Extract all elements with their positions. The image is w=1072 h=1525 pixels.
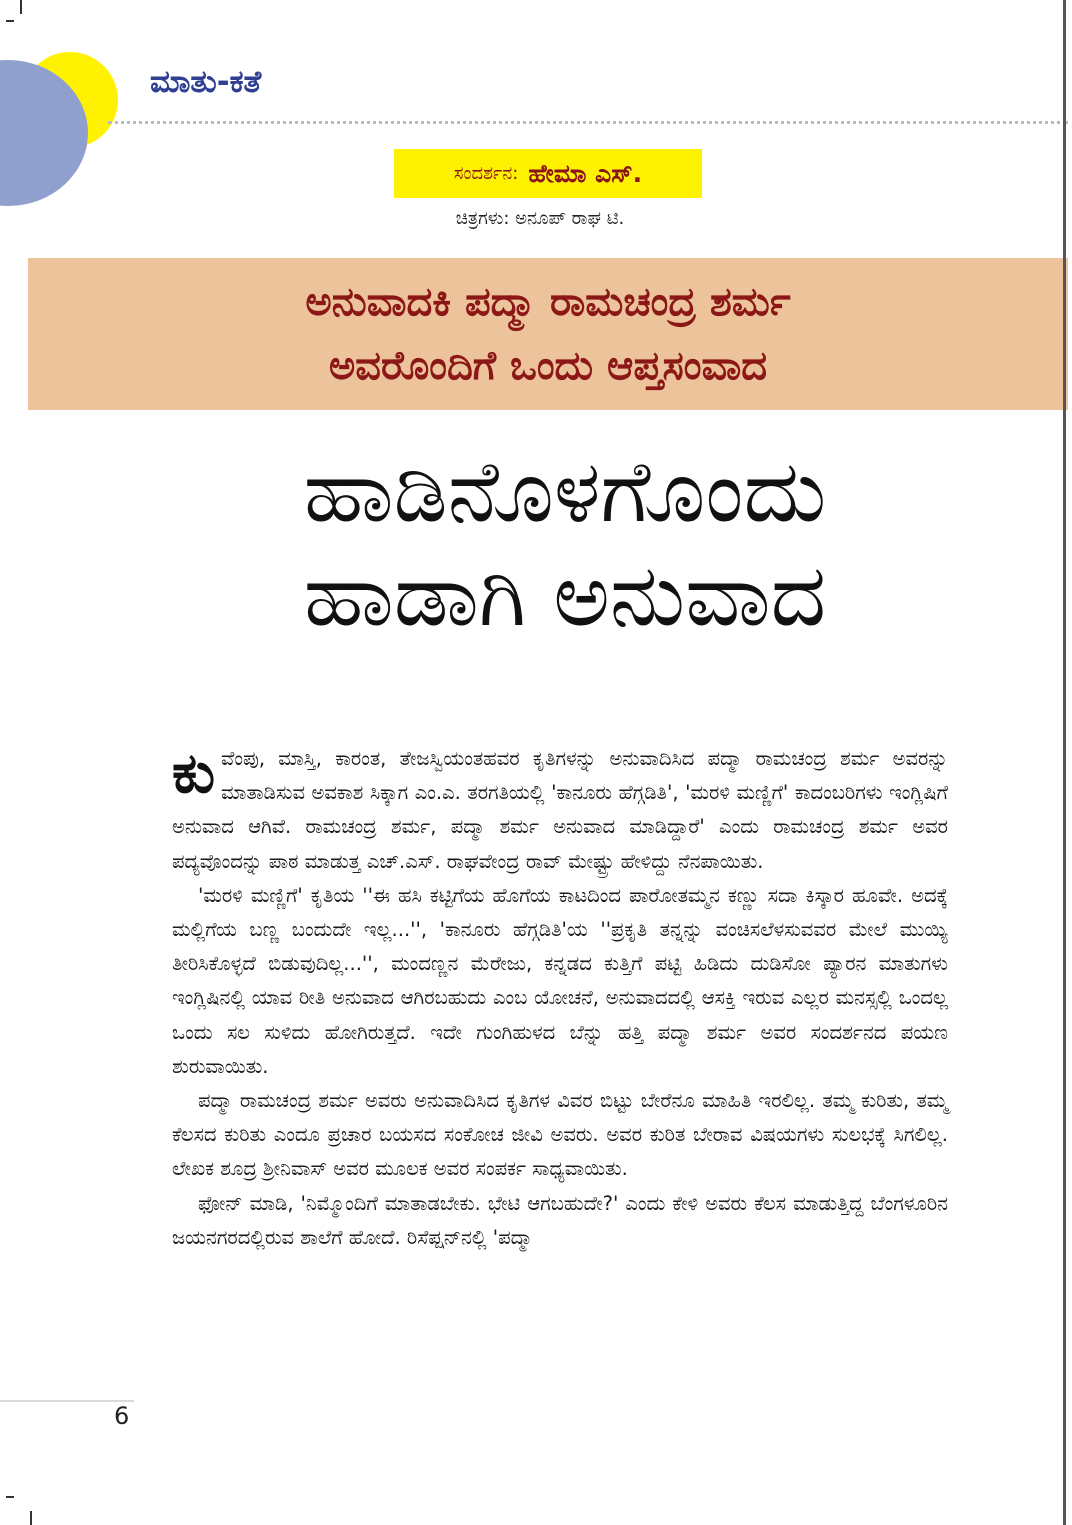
photo-credit: ಚಿತ್ರಗಳು: ಅನೂಪ್ ರಾಘ ಟಿ. — [455, 208, 625, 229]
subtitle-band — [28, 258, 1068, 410]
header-divider — [108, 121, 1068, 124]
page-edge-rule — [1063, 0, 1066, 1525]
article-paragraph-3: ಪದ್ಮಾ ರಾಮಚಂದ್ರ ಶರ್ಮ ಅವರು ಅನುವಾದಿಸಿದ ಕೃತಿಗಳ ವಿವರ ಬಿಟ್ಟು ಬೇರೆನೂ ಮಾಹಿತಿ ಇರಲಿಲ್ಲ. ತಮ್ಮ ಕುರಿತು, ತಮ್ಮ ಕೆಲಸದ ಕುರಿತು ಎಂದೂ ಪ್ರಚಾರ ಬಯಸದ ಸಂಕೋಚ ಜೀವಿ ಅವರು. ಅವರ ಕುರಿತ ಬೇರಾವ ವಿಷಯಗಳು ಸುಲಭಕ್ಕೆ ಸಿಗಲಿಲ್ಲ. ಲೇಖಕ ಶೂದ್ರ ಶ್ರೀನಿವಾಸ್ ಅವರ ಮೂಲಕ ಅವರ ಸಂಪರ್ಕ ಸಾಧ್ಯವಾಯಿತು. — [172, 1089, 948, 1181]
interview-byline — [394, 149, 702, 198]
section-label: ಮಾತು-ಕತೆ — [150, 64, 262, 100]
interview-label: ಸಂದರ್ಶನ: — [453, 163, 519, 184]
article-paragraph-2: 'ಮರಳಿ ಮಣ್ಣಿಗೆ' ಕೃತಿಯ ''ಈ ಹಸಿ ಕಟ್ಟಿಗೆಯ ಹೊಗೆಯ ಕಾಟದಿಂದ ಪಾರೋತಮ್ಮನ ಕಣ್ಣು ಸದಾ ಕಿಸ್ಕಾರ ಹೂವೇ. ಅದಕ್ಕೆ ಮಲ್ಲಿಗೆಯ ಬಣ್ಣ ಬಂದುದೇ ಇಲ್ಲ...'', 'ಕಾನೂರು ಹೆಗ್ಗಡಿತಿ'ಯ ''ಪ್ರಕೃತಿ ತನ್ನನ್ನು ವಂಚಿಸಲೆಳಸುವವರ ಮೇಲೆ ಮುಯ್ಯಿ ತೀರಿಸಿಕೊಳ್ಳದೆ ಬಿಡುವುದಿಲ್ಲ...'', ಮಂದಣ್ಣನ ಮೆರೇಜು, ಕನ್ನಡದ ಕುತ್ತಿಗೆ ಪಟ್ಟಿ ಹಿಡಿದು ದುಡಿಸೋ ಪ್ಯಾರನ ಮಾತುಗಳು ಇಂಗ್ಲಿಷಿನಲ್ಲಿ ಯಾವ ರೀತಿ ಅನುವಾದ ಆಗಿರಬಹುದು ಎಂಬ ಯೋಚನೆ, ಅನುವಾದದಲ್ಲಿ ಆಸಕ್ತಿ ಇರುವ ಎಲ್ಲರ ಮನಸ್ಸಲ್ಲಿ ಒಂದಲ್ಲ ಒಂದು ಸಲ ಸುಳಿದು ಹೋಗಿರುತ್ತದೆ. ಇದೇ ಗುಂಗಿಹುಳದ ಬೆನ್ನು ಹತ್ತಿ ಪದ್ಮಾ ಶರ್ಮ ಅವರ ಸಂದರ್ಶನದ ಪಯಣ ಶುರುವಾಯಿತು. — [172, 883, 948, 1078]
interviewer-name: ಹೇಮಾ ಎಸ್. — [528, 158, 643, 188]
crop-mark-left-bottom — [6, 1496, 14, 1498]
crop-mark-top — [20, 0, 22, 14]
article-paragraph-1 — [172, 742, 948, 879]
article-paragraph-4: ಫೋನ್ ಮಾಡಿ, 'ನಿಮ್ಮೊಂದಿಗೆ ಮಾತಾಡಬೇಕು. ಭೇಟಿ ಆಗಬಹುದೇ?' ಎಂದು ಕೇಳಿ ಅವರು ಕೆಲಸ ಮಾಡುತ್ತಿದ್ದ ಬೆಂಗಳೂರಿನ ಜಯನಗರದಲ್ಲಿರುವ ಶಾಲೆಗೆ ಹೋದೆ. ರಿಸೆಪ್ಷನ್‌ನಲ್ಲಿ 'ಪದ್ಮಾ — [172, 1191, 948, 1249]
crop-mark-bottom — [30, 1511, 32, 1525]
headline-line-2: ಹಾಡಾಗಿ ಅನುವಾದ — [303, 546, 827, 646]
article-headline — [140, 440, 990, 648]
headline-line-1: ಹಾಡಿನೊಳಗೊಂದು — [303, 442, 827, 542]
crop-mark-left-top — [6, 20, 14, 22]
page-number: 6 — [114, 1402, 130, 1430]
drop-cap: ಕು — [172, 741, 216, 806]
subtitle-line-1: ಅನುವಾದಕಿ ಪದ್ಮಾ ರಾಮಚಂದ್ರ ಶರ್ಮ — [305, 279, 791, 325]
article-body — [172, 742, 948, 1255]
subtitle-line-2: ಅವರೊಂದಿಗೆ ಒಂದು ಆಪ್ತಸಂವಾದ — [328, 343, 768, 389]
paragraph-1-text: ವೆಂಪು, ಮಾಸ್ತಿ, ಕಾರಂತ, ತೇಜಸ್ವಿಯಂತಹವರ ಕೃತಿಗಳನ್ನು ಅನುವಾದಿಸಿದ ಪದ್ಮಾ ರಾಮಚಂದ್ರ ಶರ್ಮ ಅವರನ್ನು ಮಾತಾಡಿಸುವ ಅವಕಾಶ ಸಿಕ್ಕಾಗ ಎಂ.ಎ. ತರಗತಿಯಲ್ಲಿ 'ಕಾನೂರು ಹೆಗ್ಗಡಿತಿ', 'ಮರಳಿ ಮಣ್ಣಿಗೆ' ಕಾದಂಬರಿಗಳು ಇಂಗ್ಲಿಷಿಗೆ ಅನುವಾದ ಆಗಿವೆ. ರಾಮಚಂದ್ರ ಶರ್ಮ, ಪದ್ಮಾ ಶರ್ಮ ಅನುವಾದ ಮಾಡಿದ್ದಾರೆ' ಎಂದು ರಾಮಚಂದ್ರ ಶರ್ಮ ಅವರ ಪದ್ಯವೊಂದನ್ನು ಪಾಠ ಮಾಡುತ್ತ ಎಚ್.ಎಸ್. ರಾಘವೇಂದ್ರ ರಾವ್ ಮೇಷ್ಟ್ರು ಹೇಳಿದ್ದು ನೆನಪಾಯಿತು. — [172, 747, 948, 873]
